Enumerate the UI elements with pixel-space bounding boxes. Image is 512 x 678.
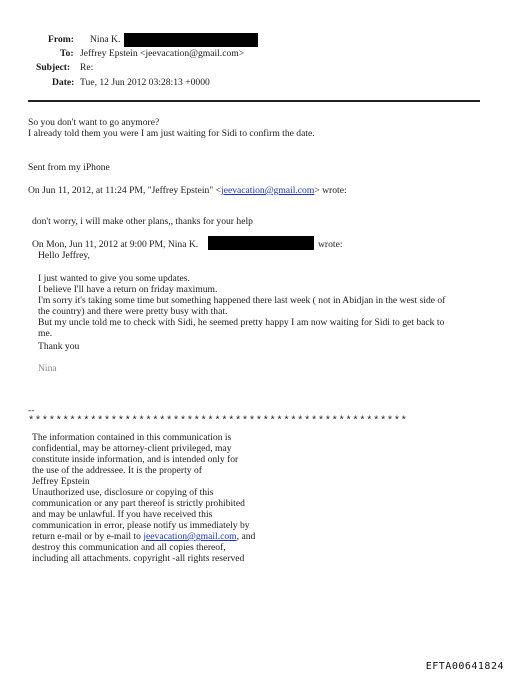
from-label: From: (48, 34, 74, 45)
body-line: So you don't want to go anymore? (28, 117, 160, 128)
quoted-signature: Nina (38, 363, 57, 374)
date-value: Tue, 12 Jun 2012 03:28:13 +0000 (80, 77, 210, 88)
quoted-line: the country) and there were pretty busy with that. (38, 306, 228, 317)
disclaimer-line: The information contained in this communication is (32, 432, 232, 443)
star-divider: ******************************************************* (28, 415, 408, 427)
quoted-line: I believe I'll have a return on friday maximum. (38, 284, 218, 295)
quote-header-2-post: wrote: (318, 239, 343, 250)
header-divider (28, 100, 480, 102)
disclaimer-line-email (32, 531, 255, 542)
disclaimer-line: constitute inside information, and is intended only for (32, 454, 239, 465)
subject-value: Re: (80, 62, 94, 73)
disclaimer-line: and may be unlawful. If you have received this (32, 509, 213, 520)
quoted-line: I'm sorry it's taking some time but something happened there last week ( not in Abidjan in the west side of (38, 295, 446, 306)
disclaimer-post: , and (236, 531, 256, 542)
disclaimer-pre: return e-mail or by e-mail to (32, 531, 144, 542)
quote-header-1-post: > wrote: (314, 185, 347, 196)
email-link[interactable]: jeevacation@gmail.com (143, 531, 237, 542)
quote-header-2-pre: On Mon, Jun 11, 2012 at 9:00 PM, Nina K. (32, 239, 199, 250)
disclaimer-line: communication or any part thereof is strictly prohibited (32, 498, 245, 509)
to-value: Jeffrey Epstein <jeevacation@gmail.com> (80, 48, 245, 59)
quoted-line: Hello Jeffrey, (38, 250, 90, 261)
disclaimer-line: confidential, may be attorney-client privileged, may (32, 443, 232, 454)
disclaimer-line: including all attachments. copyright -all rights reserved (32, 553, 245, 564)
body-line: I already told them you were I am just waiting for Sidi to confirm the date. (28, 128, 315, 139)
subject-label: Subject: (36, 62, 71, 73)
disclaimer-line: Jeffrey Epstein (32, 476, 90, 487)
sent-from: Sent from my iPhone (28, 162, 110, 173)
disclaimer-line: Unauthorized use, disclosure or copying of this (32, 487, 214, 498)
reply-line: don't worry, i will make other plans,, thanks for your help (32, 216, 253, 227)
disclaimer-line: communication in error, please notify us immediately by (32, 520, 250, 531)
date-label: Date: (52, 77, 75, 88)
disclaimer-line: destroy this communication and all copies thereof, (32, 542, 226, 553)
quote-header-1 (28, 185, 347, 196)
redaction-box (208, 236, 314, 250)
to-label: To: (60, 48, 74, 59)
email-link[interactable]: jeevacation@gmail.com (221, 185, 315, 196)
bates-number: EFTA00641824 (425, 661, 504, 672)
quoted-line: I just wanted to give you some updates. (38, 273, 190, 284)
disclaimer-line: the use of the addressee. It is the property of (32, 465, 202, 476)
quote-header-1-pre: On Jun 11, 2012, at 11:24 PM, "Jeffrey Epstein" < (28, 185, 222, 196)
quoted-line: me. (38, 328, 53, 339)
quoted-line: Thank you (38, 341, 80, 352)
quoted-line: But my uncle told me to check with Sidi, he seemed pretty happy I am now waiting for Sidi to get back to (38, 317, 445, 328)
redaction-box (124, 33, 258, 47)
signature-separator: -- (28, 405, 35, 416)
from-value: Nina K. (90, 34, 121, 45)
